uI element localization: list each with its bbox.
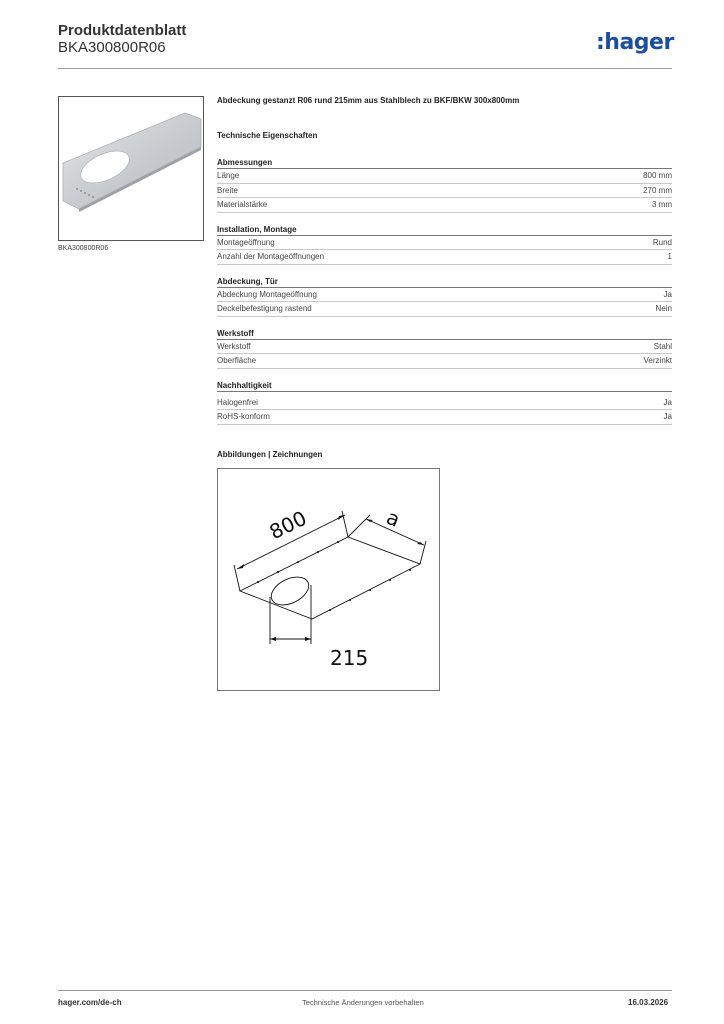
- drawings-heading: Abbildungen | Zeichnungen: [217, 450, 323, 459]
- product-description: Abdeckung gestanzt R06 rund 215mm aus Stahlblech zu BKF/BKW 300x800mm: [217, 96, 520, 105]
- footer-divider: [58, 990, 672, 991]
- table-row: [217, 302, 672, 317]
- technical-properties-heading: Technische Eigenschaften: [217, 131, 318, 140]
- property-label: Deckelbefestigung rastend: [217, 304, 312, 313]
- table-row: [217, 184, 672, 199]
- section-title: Installation, Montage: [217, 223, 672, 236]
- section-title: Abdeckung, Tür: [217, 275, 672, 288]
- table-row: [217, 236, 672, 251]
- dimension-diameter-label: 215: [330, 646, 369, 670]
- section-title: Abmessungen: [217, 156, 672, 169]
- footer-date: 16.03.2026: [628, 998, 669, 1007]
- technical-properties-table: [217, 156, 672, 425]
- property-label: Oberfläche: [217, 356, 257, 365]
- section-installation: [217, 223, 672, 265]
- table-row: [217, 340, 672, 355]
- section-sustainability: [217, 379, 672, 425]
- property-value: 3 mm: [652, 200, 672, 209]
- table-row: [217, 354, 672, 369]
- section-cover-door: [217, 275, 672, 317]
- dimension-length-label: 800: [265, 505, 311, 545]
- property-label: RoHS-konform: [217, 412, 270, 421]
- page-title: Produktdatenblatt: [58, 22, 187, 39]
- hager-logo: :hager: [596, 30, 674, 55]
- product-image-caption: BKA300800R06: [58, 245, 109, 252]
- article-code: BKA300800R06: [58, 39, 166, 56]
- table-row: [217, 169, 672, 184]
- product-image: [58, 96, 204, 241]
- property-value: Ja: [663, 289, 672, 299]
- property-value: Nein: [655, 304, 672, 313]
- property-value: Verzinkt: [643, 356, 672, 365]
- property-label: Materialstärke: [217, 200, 268, 209]
- property-value: Rund: [652, 237, 672, 247]
- dimension-width-label: a: [383, 504, 404, 532]
- header-divider: [58, 68, 672, 69]
- property-value: Ja: [663, 397, 672, 407]
- property-label: Abdeckung Montageöffnung: [217, 289, 317, 299]
- section-title: Nachhaltigkeit: [217, 379, 672, 392]
- property-value: Stahl: [653, 341, 672, 351]
- property-value: 800 mm: [643, 171, 672, 180]
- property-label: Anzahl der Montageöffnungen: [217, 252, 325, 261]
- property-label: Werkstoff: [217, 341, 251, 351]
- technical-drawing: [217, 468, 440, 691]
- property-value: 1: [667, 252, 672, 261]
- property-value: Ja: [663, 412, 672, 421]
- table-row: [217, 288, 672, 303]
- property-value: 270 mm: [643, 185, 672, 195]
- section-dimensions: [217, 156, 672, 213]
- dimension-drawing: [218, 469, 439, 690]
- table-row: [217, 396, 672, 411]
- table-row: [217, 250, 672, 265]
- cover-plate-illustration: [59, 97, 204, 241]
- property-label: Halogenfrei: [217, 397, 258, 407]
- property-label: Breite: [217, 185, 238, 195]
- property-label: Länge: [217, 171, 240, 180]
- property-label: Montageöffnung: [217, 237, 275, 247]
- section-title: Werkstoff: [217, 327, 672, 340]
- table-row: [217, 410, 672, 425]
- section-material: [217, 327, 672, 369]
- footer-website-link[interactable]: hager.com/de-ch: [58, 998, 122, 1007]
- footer-disclaimer: Technische Änderungen vorbehalten: [302, 998, 424, 1007]
- table-row: [217, 198, 672, 213]
